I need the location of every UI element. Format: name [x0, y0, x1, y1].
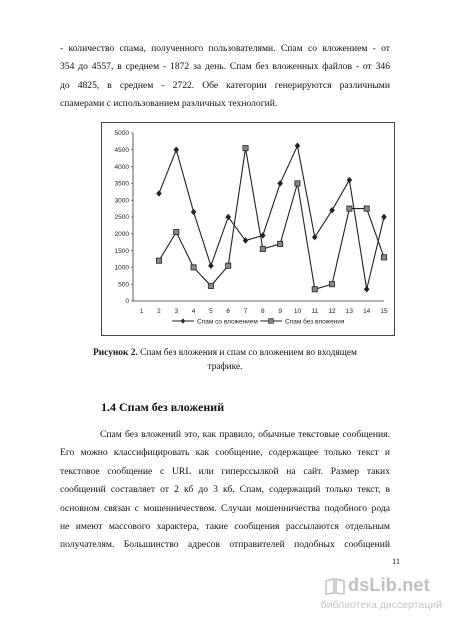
y-tick-label: 500 — [118, 281, 129, 289]
y-tick-label: 5000 — [114, 130, 129, 138]
data-point-square — [329, 282, 334, 287]
data-point-diamond — [278, 180, 283, 186]
paragraph-line: основном связан с мошенничеством. Случаи мошенничества подобного рода — [60, 502, 390, 514]
paragraph-line: сообщений составляет от 2 кб до 3 кб. Спам, содержащий только текст, в — [60, 484, 390, 496]
caption-label: Рисунок 2. — [93, 348, 138, 358]
data-point-square — [243, 146, 248, 151]
legend-marker-square — [269, 319, 274, 324]
paragraph-line: до 4825, в среднем - 2722. Обе категории генерируются различными — [60, 79, 390, 91]
body-paragraph — [60, 426, 390, 555]
caption-text-line1: Спам без вложения и спам со вложением во входящем — [140, 348, 357, 358]
data-point-square — [156, 258, 161, 263]
page-number: 11 — [392, 556, 401, 566]
data-point-square — [347, 206, 352, 211]
x-tick-label: 6 — [226, 308, 231, 315]
y-tick-label: 1000 — [114, 264, 129, 272]
paragraph-line: получателям. Большинство адресов отправителей подобных сообщений — [60, 539, 390, 551]
data-point-square — [191, 265, 196, 270]
x-tick-label: 13 — [345, 308, 353, 315]
data-point-diamond — [208, 263, 213, 269]
paragraph-line: Его можно классифицировать как сообщение, содержащее только текст и — [60, 447, 390, 459]
paragraph-line: не имеют массового характера, такие сообщения рассылаются отдельным — [60, 521, 390, 533]
data-point-diamond — [381, 214, 386, 220]
x-tick-label: 15 — [380, 308, 388, 315]
data-point-square — [174, 230, 179, 235]
data-point-square — [226, 263, 231, 268]
section-heading: 1.4 Спам без вложений — [101, 400, 225, 414]
x-tick-label: 9 — [278, 308, 282, 315]
data-point-square — [260, 246, 265, 251]
x-tick-label: 5 — [209, 308, 213, 315]
y-tick-label: 0 — [125, 298, 129, 306]
caption-text-line2: трафике. — [207, 362, 243, 372]
y-tick-label: 3500 — [114, 180, 129, 188]
paragraph-line: Спам без вложений это, как правило, обычные текстовые сообщения. — [100, 429, 390, 440]
data-point-square — [364, 206, 369, 211]
y-tick-label: 2000 — [114, 231, 129, 238]
watermark-tagline: библиотека диссертаций — [320, 599, 442, 611]
data-point-diamond — [364, 286, 369, 292]
data-point-square — [295, 181, 300, 186]
x-tick-label: 8 — [261, 308, 265, 315]
data-point-square — [381, 255, 386, 260]
watermark — [300, 575, 445, 621]
top-paragraph — [60, 40, 390, 114]
y-tick-label: 1500 — [114, 247, 129, 255]
x-tick-label: 14 — [363, 308, 371, 315]
watermark-brand: dsLib.net — [348, 575, 430, 595]
legend-label-2: Спам без вложения — [285, 318, 345, 326]
data-point-diamond — [295, 143, 300, 149]
data-point-square — [208, 283, 213, 288]
x-tick-label: 12 — [328, 308, 336, 315]
paragraph-line: - количество спама, полученного пользователями. Спам со вложением - от — [60, 43, 390, 54]
x-tick-label: 2 — [157, 308, 161, 315]
paragraph-line: текстовое сообщение с URL или гиперссылкой на сайт. Размер таких — [60, 465, 390, 477]
x-tick-label: 10 — [293, 308, 302, 315]
y-tick-label: 2500 — [114, 214, 129, 222]
x-tick-label: 3 — [174, 308, 179, 315]
data-point-diamond — [156, 190, 161, 196]
data-point-diamond — [174, 147, 179, 153]
line-chart — [101, 122, 395, 336]
legend-label-1: Спам со вложением — [197, 318, 258, 326]
x-tick-label: 4 — [191, 308, 196, 315]
legend-marker-diamond — [181, 318, 186, 323]
data-point-diamond — [191, 209, 196, 215]
paragraph-line: 354 до 4557, в среднем - 1872 за день. Спам без вложенных файлов - от 346 — [60, 61, 390, 73]
book-icon — [324, 577, 346, 595]
data-point-square — [278, 241, 283, 246]
chart-svg — [102, 123, 394, 335]
x-tick-label: 7 — [243, 308, 248, 315]
x-tick-label: 1 — [139, 308, 144, 315]
y-tick-label: 3000 — [114, 197, 129, 205]
figure-caption-cont — [60, 358, 390, 376]
paragraph-line: спамерами с использованием различных технологий. — [60, 98, 278, 110]
y-tick-label: 4500 — [114, 147, 129, 154]
y-tick-label: 4000 — [114, 163, 129, 171]
x-tick-label: 11 — [311, 308, 319, 315]
data-point-square — [312, 287, 317, 292]
